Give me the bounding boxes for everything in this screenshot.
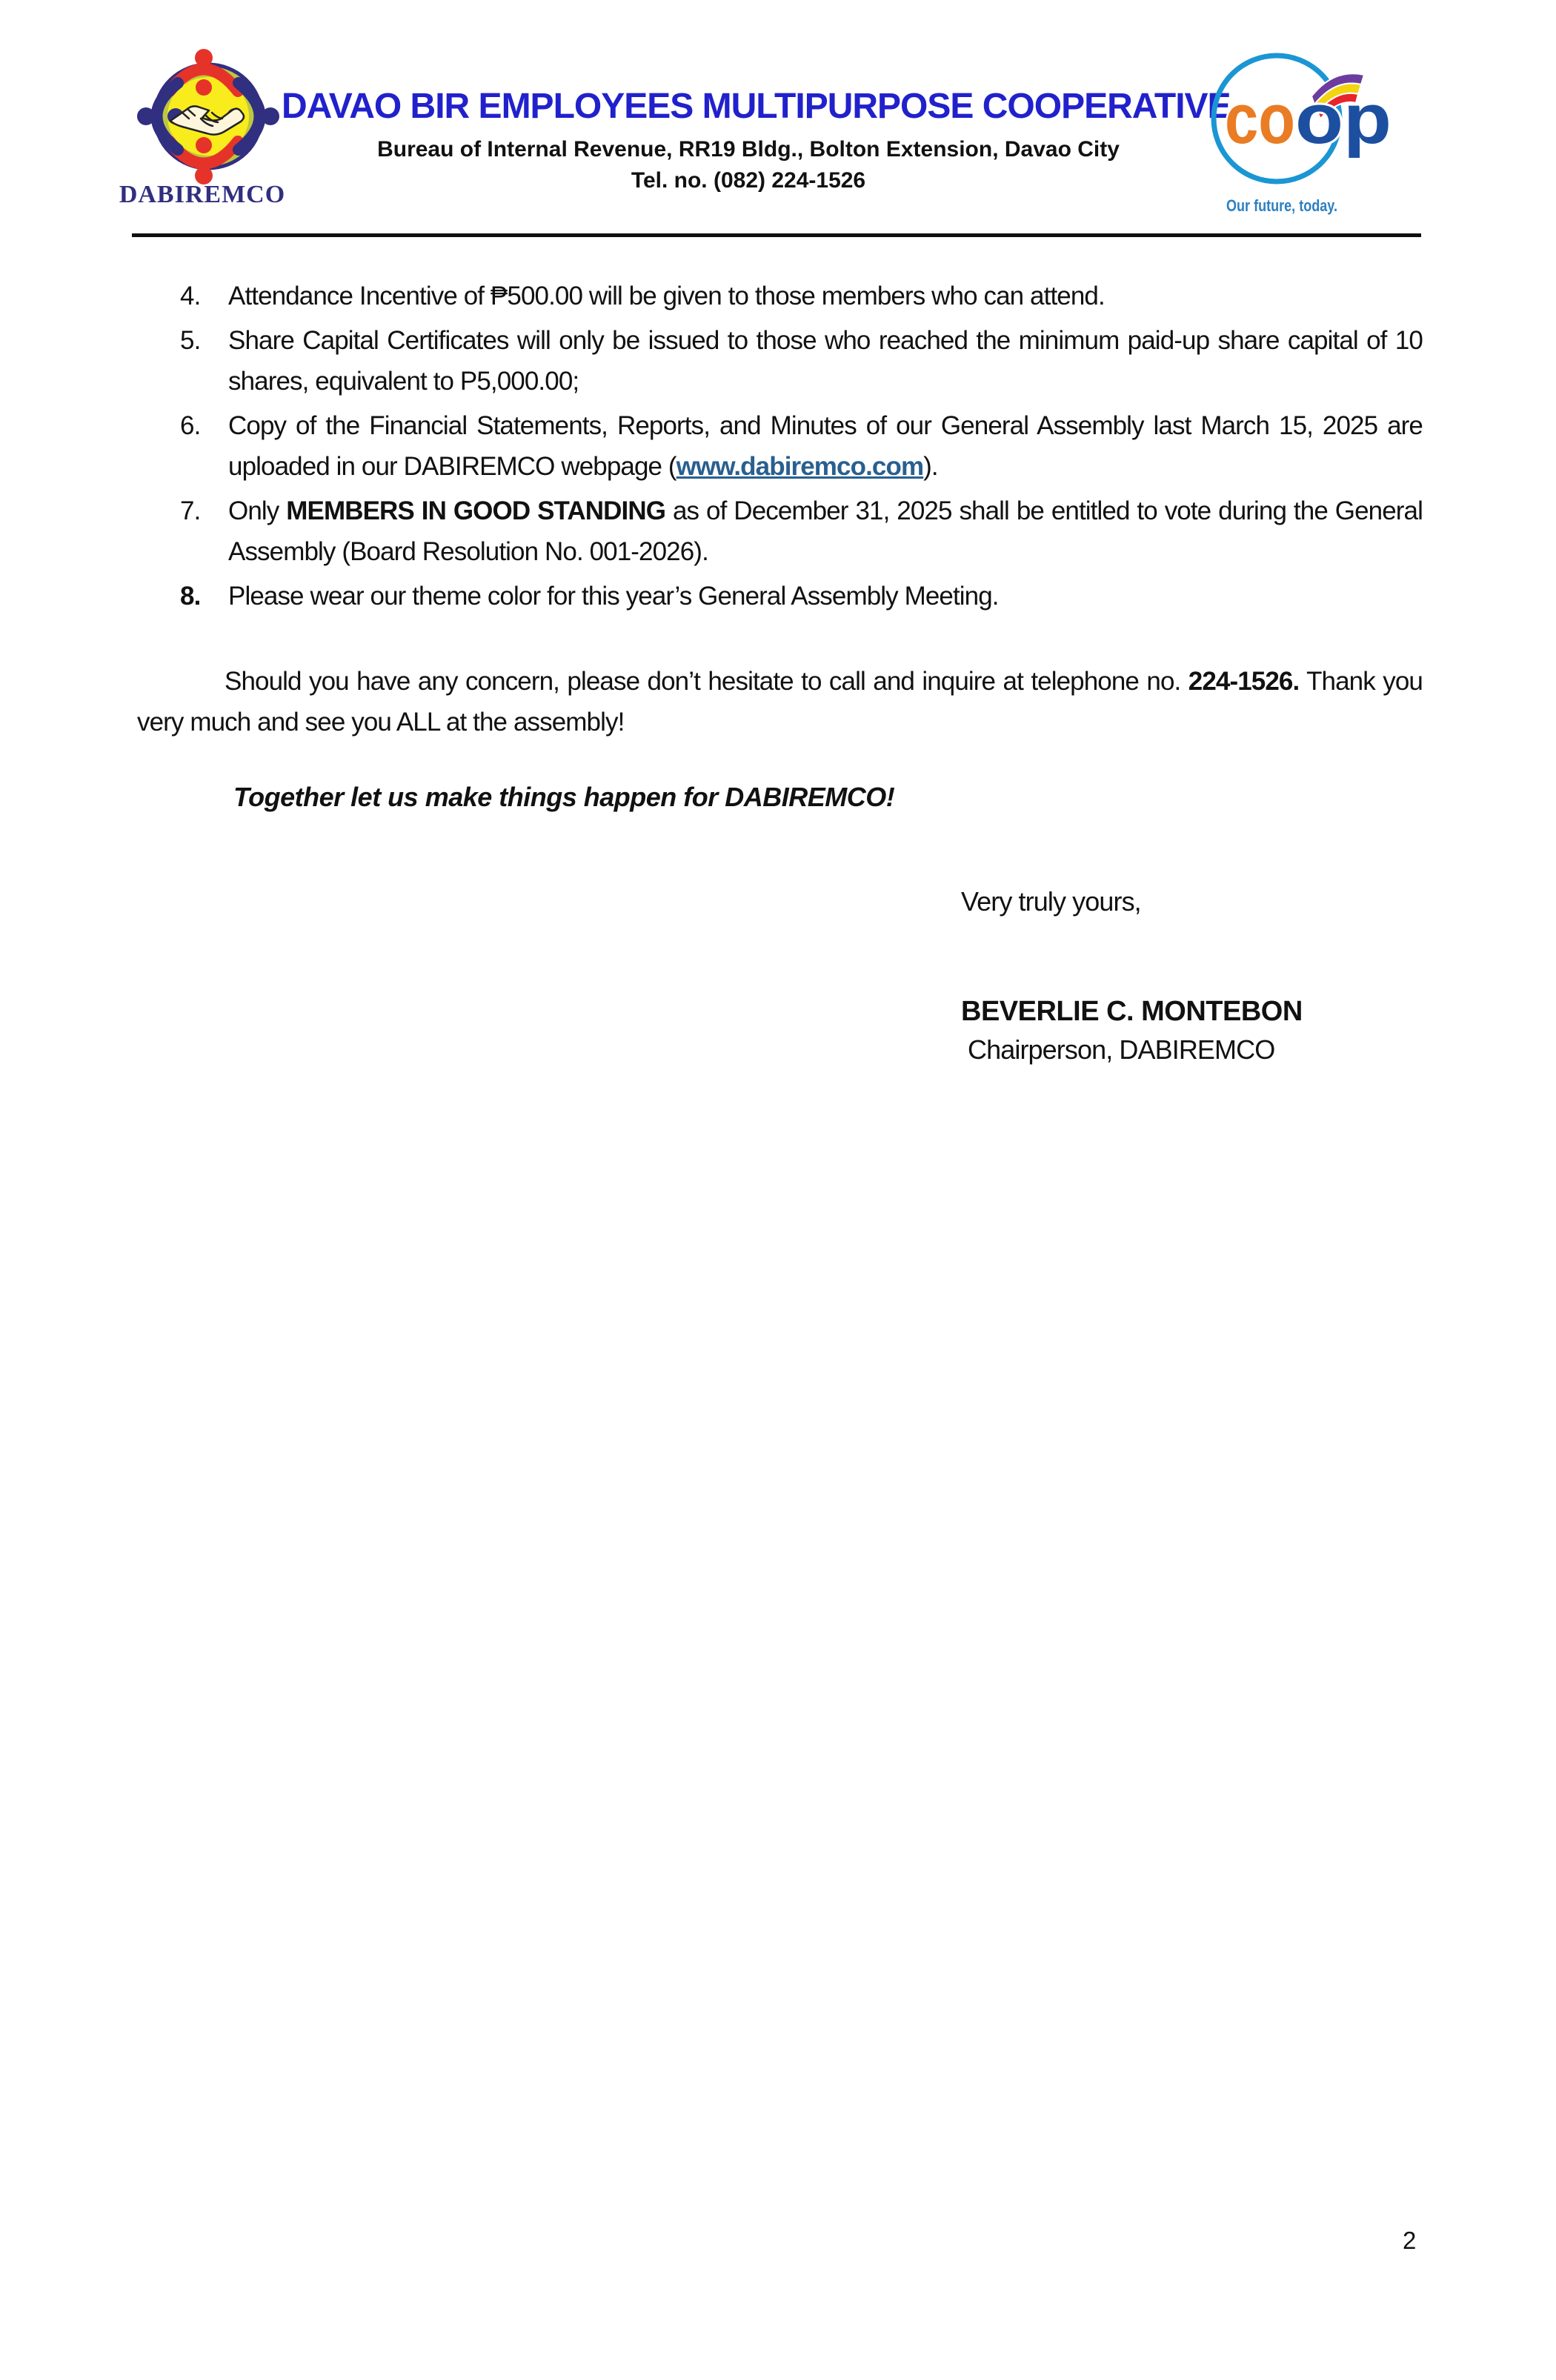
- dabiremco-logo-label: DABIREMCO: [119, 181, 286, 208]
- concern-paragraph: [137, 661, 1423, 742]
- list-item-5: [137, 320, 1423, 402]
- list-item-text-segment: Copy of the Financial Statements, Reports, and Minutes of our General Assembly last March 15, 2025 are uploaded in our DABIREMCO webpage (: [228, 411, 1423, 481]
- closing-slogan: Together let us make things happen for DABIREMCO!: [233, 782, 895, 812]
- telephone-number-emphasis: 224-1526.: [1188, 667, 1300, 696]
- dabiremco-webpage-link[interactable]: www.dabiremco.com: [676, 452, 924, 481]
- list-item-text: Please wear our theme color for this year’s General Assembly Meeting.: [228, 582, 999, 611]
- list-item-text: Attendance Incentive of ₱500.00 will be given to those members who can attend.: [228, 282, 1105, 310]
- paragraph-text-segment: Thank you very much and see you ALL at the assembly!: [137, 667, 1423, 737]
- org-name: DAVAO BIR EMPLOYEES MULTIPURPOSE COOPERATIVE: [282, 87, 1231, 126]
- list-item-4: [137, 276, 1423, 316]
- list-item-text-segment: as of December 31, 2025 shall be entitled to vote during the General Assembly (Board Resolution No. 001-2026).: [228, 496, 1423, 566]
- list-item-text-segment: Only: [228, 496, 287, 525]
- letterhead-divider: [132, 233, 1421, 237]
- list-item-number: 7.: [180, 496, 201, 525]
- signatory-title: Chairperson, DABIREMCO: [968, 1034, 1275, 1065]
- coop-word-co: co: [1225, 79, 1295, 159]
- coop-emblem-icon: [1200, 44, 1423, 222]
- list-item-text: [228, 491, 1423, 572]
- page-number: 2: [1403, 2227, 1417, 2254]
- list-item-number: 5.: [180, 326, 201, 355]
- list-item-number: 8.: [180, 582, 201, 611]
- members-in-good-standing-emphasis: MEMBERS IN GOOD STANDING: [286, 496, 666, 525]
- list-item-text: [228, 405, 1423, 487]
- list-item-number: 6.: [180, 411, 201, 440]
- valediction: Very truly yours,: [961, 886, 1141, 917]
- signatory-name: BEVERLIE C. MONTEBON: [961, 996, 1303, 1027]
- list-item-6: [137, 405, 1423, 487]
- org-phone: Tel. no. (082) 224-1526: [631, 167, 866, 193]
- list-item-number: 4.: [180, 282, 201, 310]
- letterhead-text: [282, 87, 1231, 193]
- coop-logo: [1200, 44, 1423, 222]
- paragraph-text-segment: Should you have any concern, please don’t hesitate to call and inquire at telephone no.: [225, 667, 1188, 696]
- list-item-7: [137, 491, 1423, 572]
- list-item-8: [137, 576, 1423, 616]
- coop-word-op: op: [1295, 79, 1392, 159]
- coop-tagline: Our future, today.: [1226, 196, 1337, 215]
- org-address: Bureau of Internal Revenue, RR19 Bldg., Bolton Extension, Davao City: [377, 136, 1120, 162]
- letter-body: [137, 276, 1423, 817]
- list-item-text-segment: ).: [923, 452, 938, 481]
- list-item-text: Share Capital Certificates will only be issued to those who reached the minimum paid-up share capital of 10 shares, equivalent to P5,000.00;: [228, 326, 1423, 396]
